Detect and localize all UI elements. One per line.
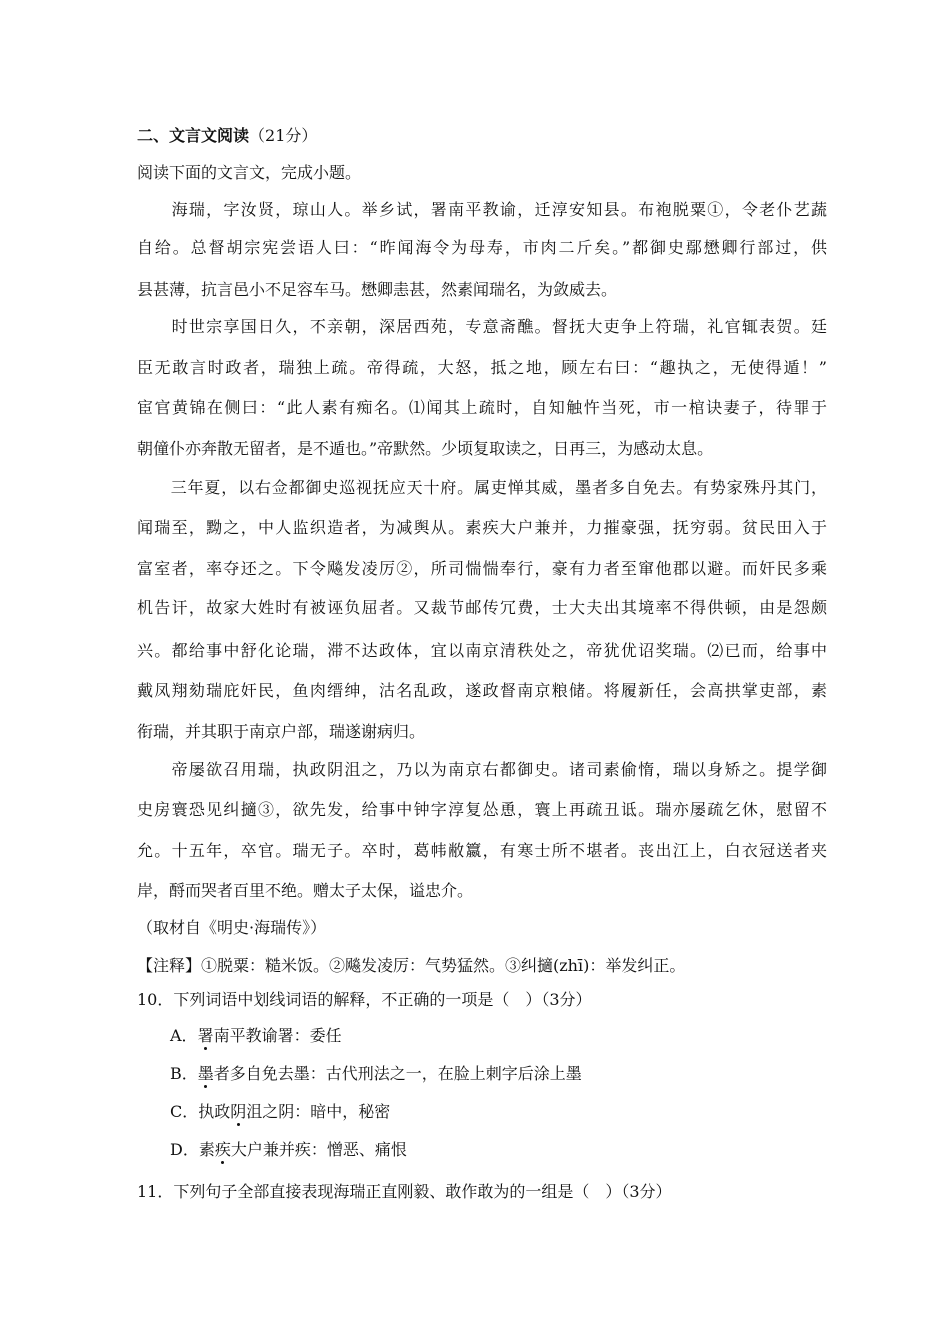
passage-line: 戴凤翔劾瑞庇奸民，鱼肉缙绅，沽名乱政，遂政督南京粮储。将履新任，会高拱掌吏部，素 bbox=[137, 681, 827, 700]
passage-line: 宦官黄锦在侧曰：“此人素有痴名。⑴闻其上疏时，自知触忤当死，市一棺诀妻子，待罪于 bbox=[137, 398, 827, 417]
passage-line: 自给。总督胡宗宪尝语人曰：“昨闻海令为母寿，市肉二斤矣。”都御史鄢懋卿行部过，供 bbox=[137, 238, 827, 257]
passage-line: 岸，酹而哭者百里不绝。赠太子太保，谥忠介。 bbox=[137, 881, 474, 900]
section-title: 二、文言文阅读 bbox=[137, 126, 250, 145]
question-10-stem: 10．下列词语中划线词语的解释，不正确的一项是（ ）（3分） bbox=[137, 990, 592, 1009]
option-text: 大户兼并疾：憎恶、痛恨 bbox=[230, 1140, 407, 1159]
option-b bbox=[170, 1064, 860, 1084]
passage-line: 富室者，率夺还之。下令飚发凌厉②，所司惴惴奉行，豪有力者至窜他郡以避。而奸民多乘 bbox=[137, 559, 827, 578]
option-letter: D．素 bbox=[170, 1140, 215, 1159]
option-letter: A． bbox=[170, 1026, 198, 1045]
marked-word: 墨 bbox=[197, 1064, 214, 1083]
section-heading bbox=[137, 126, 827, 146]
passage-line: 县甚薄，抗言邑小不足容车马。懋卿恚甚，然素闻瑞名，为敛威去。 bbox=[137, 280, 618, 299]
passage-line: 闻瑞至，黝之，中人监织造者，为减舆从。素疾大户兼并，力摧豪强，抚穷弱。贫民田入于 bbox=[137, 518, 827, 537]
passage-line: 兴。都给事中舒化论瑞，滞不达政体，宜以南京清秩处之，帝犹优诏奖瑞。⑵已而，给事中 bbox=[137, 641, 827, 660]
option-a bbox=[170, 1026, 860, 1046]
marked-word: 疾 bbox=[214, 1140, 231, 1159]
option-text: 沮之阴：暗中，秘密 bbox=[246, 1102, 391, 1121]
source-citation: （取材自《明史·海瑞传》） bbox=[137, 918, 327, 937]
marked-word: 署 bbox=[197, 1026, 214, 1045]
passage-line: 帝屡欲召用瑞，执政阴沮之，乃以为南京右都御史。诸司素偷惰，瑞以身矫之。提学御 bbox=[137, 760, 827, 779]
option-text: 者多自免去墨：古代刑法之一，在脸上刺字后涂上墨 bbox=[213, 1064, 582, 1083]
passage-line: 衔瑞，并其职于南京户部，瑞遂谢病归。 bbox=[137, 722, 426, 741]
option-c bbox=[170, 1102, 860, 1122]
passage-line: 史房寰恐见纠擿③，欲先发，给事中钟字淳复怂恿，寰上再疏丑诋。瑞亦屡疏乞休，慰留不 bbox=[137, 800, 827, 819]
passage-line: 臣无敢言时政者，瑞独上疏。帝得疏，大怒，抵之地，顾左右曰：“趣执之，无使得遁！” bbox=[137, 358, 827, 377]
question-11-stem: 11．下列句子全部直接表现海瑞正直刚毅、敢作敢为的一组是（ ）（3分） bbox=[137, 1182, 672, 1201]
passage-line: 机告讦，故家大姓时有被诬负屈者。又裁节邮传冗费，士大夫出其境率不得供顿，由是怨颇 bbox=[137, 598, 827, 617]
annotation-note: 【注释】①脱粟：糙米饭。②飚发凌厉：气势猛然。③纠擿(zhī)：举发纠正。 bbox=[137, 956, 686, 975]
option-letter: C．执政 bbox=[170, 1102, 231, 1121]
passage-line: 允。十五年，卒官。瑞无子。卒时，葛帏敝籝，有寒士所不堪者。丧出江上，白衣冠送者夹 bbox=[137, 841, 827, 860]
marked-word: 阴 bbox=[230, 1102, 247, 1121]
option-text: 南平教谕署：委任 bbox=[213, 1026, 342, 1045]
passage-line: 时世宗享国日久，不亲朝，深居西苑，专意斋醮。督抚大吏争上符瑞，礼官辄表贺。廷 bbox=[137, 317, 827, 336]
option-d bbox=[170, 1140, 860, 1160]
section-score: （21分） bbox=[249, 126, 318, 145]
passage-line: 海瑞，字汝贤，琼山人。举乡试，署南平教谕，迁淳安知县。布袍脱粟①，令老仆艺蔬 bbox=[137, 200, 827, 219]
passage-line: 三年夏，以右佥都御史巡视抚应天十府。属吏惮其威，墨者多自免去。有势家殊丹其门， bbox=[137, 478, 827, 497]
passage-line: 朝僮仆亦奔散无留者，是不遁也。”帝默然。少顷复取读之，日再三，为感动太息。 bbox=[137, 439, 714, 458]
option-letter: B． bbox=[170, 1064, 198, 1083]
instruction: 阅读下面的文言文，完成小题。 bbox=[137, 163, 362, 182]
